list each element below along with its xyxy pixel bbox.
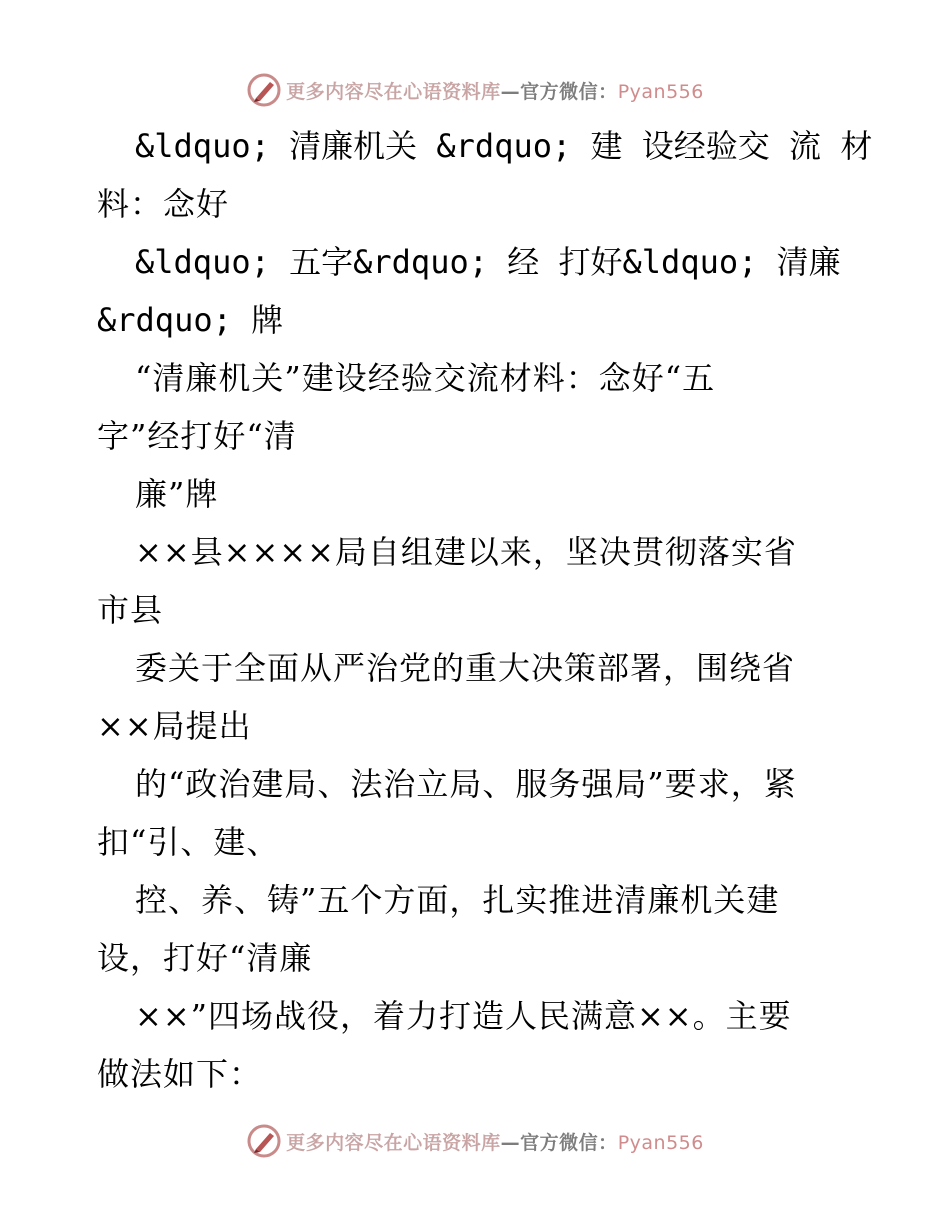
text-line: 扣“引、建、 bbox=[97, 823, 280, 861]
pen-logo-icon bbox=[246, 72, 282, 108]
header-watermark-banner bbox=[0, 70, 950, 110]
watermark-separator: —官方微信： bbox=[500, 80, 618, 103]
text-line: 的“政治建局、法治立局、服务强局”要求，紧 bbox=[135, 765, 797, 803]
text-line: 字”经打好“清 bbox=[97, 417, 297, 455]
footer-watermark-banner bbox=[0, 1121, 950, 1161]
text-line: ××”四场战役，着力打造人民满意××。主要 bbox=[135, 997, 792, 1035]
text-line: 做法如下： bbox=[97, 1055, 263, 1093]
text-line: 控、养、铸”五个方面，扎实推进清廉机关建 bbox=[135, 881, 780, 919]
watermark-text bbox=[286, 77, 704, 104]
watermark-group bbox=[246, 72, 704, 108]
watermark-text bbox=[286, 1128, 704, 1155]
watermark-site-name: 更多内容尽在心语资料库 bbox=[286, 80, 501, 103]
watermark-wechat-id: Pyan556 bbox=[617, 80, 704, 103]
text-line: &ldquo; 清廉机关 &rdquo; 建 设经验交 流 材 bbox=[135, 127, 873, 165]
text-line: 廉”牌 bbox=[135, 475, 219, 513]
text-line: &ldquo; 五字&rdquo; 经 打好&ldquo; 清廉 bbox=[135, 243, 841, 281]
text-line: 设，打好“清廉 bbox=[97, 939, 313, 977]
watermark-separator: —官方微信： bbox=[500, 1131, 618, 1154]
document-body bbox=[97, 117, 873, 1103]
watermark-wechat-id: Pyan556 bbox=[617, 1131, 704, 1154]
text-line: ××局提出 bbox=[97, 707, 252, 745]
watermark-group bbox=[246, 1123, 704, 1159]
text-line: “清廉机关”建设经验交流材料：念好“五 bbox=[135, 359, 716, 397]
text-line: 市县 bbox=[97, 591, 164, 629]
text-line: ××县××××局自组建以来，坚决贯彻落实省 bbox=[135, 533, 797, 571]
watermark-site-name: 更多内容尽在心语资料库 bbox=[286, 1131, 501, 1154]
text-line: 委关于全面从严治党的重大决策部署，围绕省 bbox=[135, 649, 796, 687]
pen-logo-icon bbox=[246, 1123, 282, 1159]
text-line: 料：念好 bbox=[97, 185, 230, 223]
text-line: &rdquo; 牌 bbox=[97, 301, 284, 339]
